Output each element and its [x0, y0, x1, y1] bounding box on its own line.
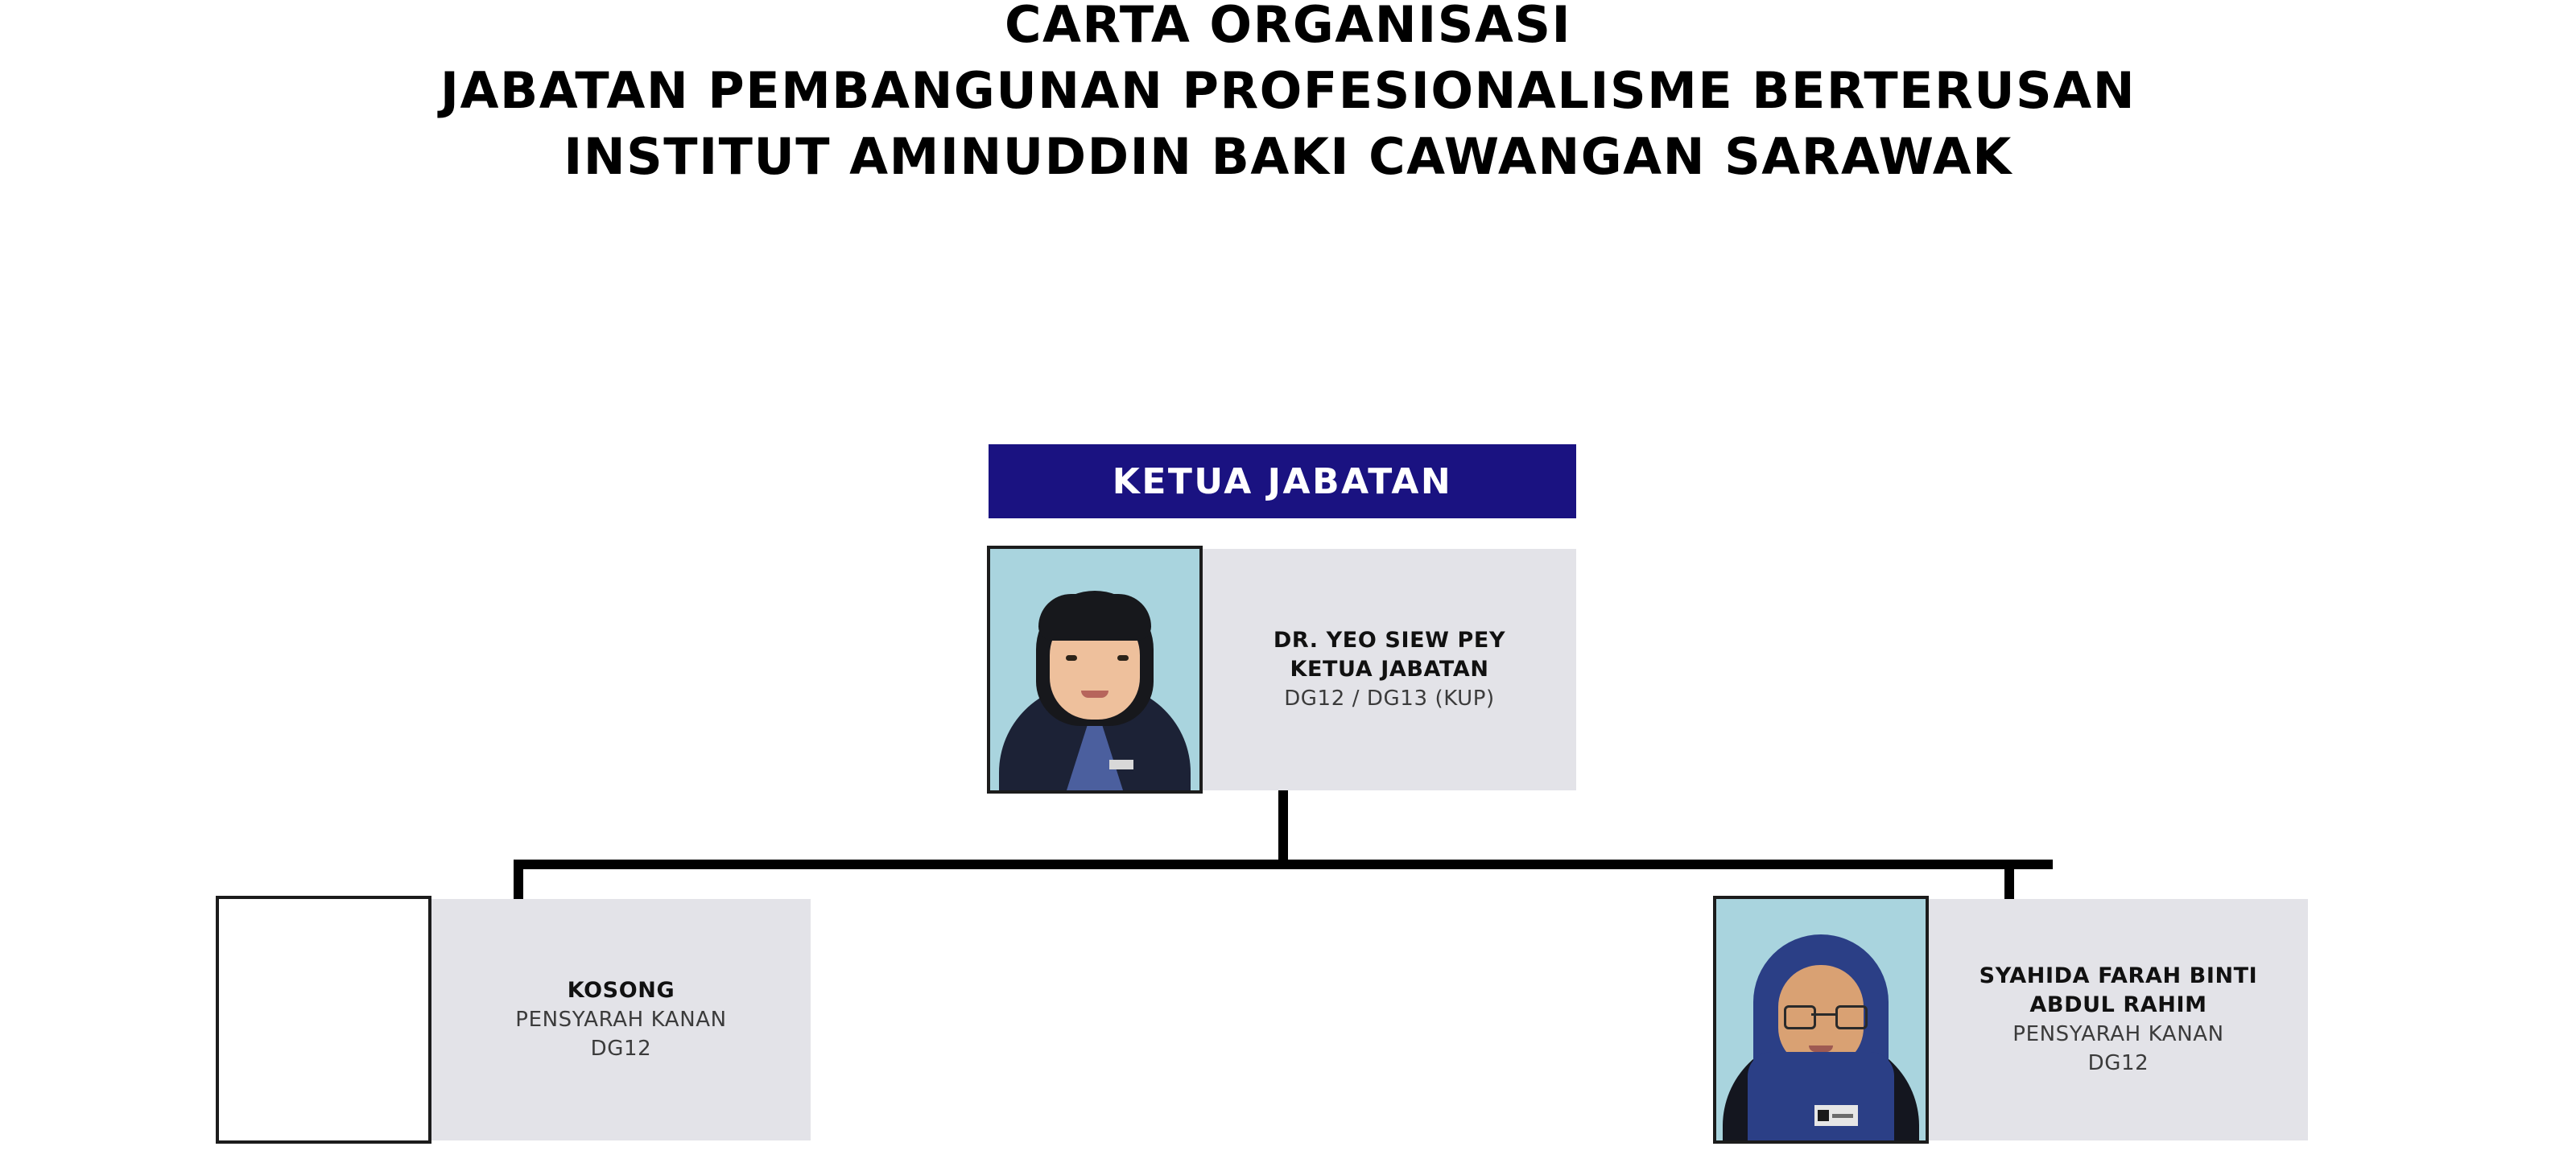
subordinate-1-name: KOSONG — [567, 978, 675, 1003]
org-node-head[interactable] — [989, 549, 1576, 790]
subordinate-2-grade: DG12 — [2087, 1051, 2149, 1075]
head-banner — [989, 444, 1576, 518]
subordinate-2-details — [1929, 899, 2308, 1140]
org-node-subordinate-1[interactable] — [219, 899, 811, 1140]
subordinate-1-role: PENSYARAH KANAN — [515, 1008, 727, 1032]
subordinate-1-details — [431, 899, 811, 1140]
title-line-1: CARTA ORGANISASI — [1004, 0, 1572, 54]
portrait-yeo-siew-pey — [990, 549, 1199, 790]
avatar-head — [987, 546, 1203, 794]
head-grade: DG12 / DG13 (KUP) — [1284, 687, 1495, 711]
head-role: KETUA JABATAN — [1290, 657, 1489, 682]
photo-placeholder-empty — [216, 896, 431, 1144]
connector-horizontal-bus — [514, 860, 2053, 869]
page-title — [0, 0, 2576, 190]
portrait-syahida-farah — [1716, 899, 1926, 1140]
org-node-subordinate-2[interactable] — [1716, 899, 2308, 1140]
subordinate-1-grade: DG12 — [590, 1037, 652, 1061]
avatar-subordinate-2 — [1713, 896, 1929, 1144]
head-name: DR. YEO SIEW PEY — [1273, 628, 1506, 653]
subordinate-2-role: PENSYARAH KANAN — [2013, 1022, 2224, 1046]
head-banner-label: KETUA JABATAN — [1112, 460, 1453, 502]
subordinate-2-name: SYAHIDA FARAH BINTI ABDUL RAHIM — [1979, 963, 2258, 1017]
title-line-2: JABATAN PEMBANGUNAN PROFESIONALISME BERTERUSAN — [440, 61, 2136, 120]
head-details — [1203, 549, 1576, 790]
title-line-3: INSTITUT AMINUDDIN BAKI CAWANGAN SARAWAK — [564, 127, 2013, 186]
connector-vertical-from-head — [1278, 790, 1288, 864]
